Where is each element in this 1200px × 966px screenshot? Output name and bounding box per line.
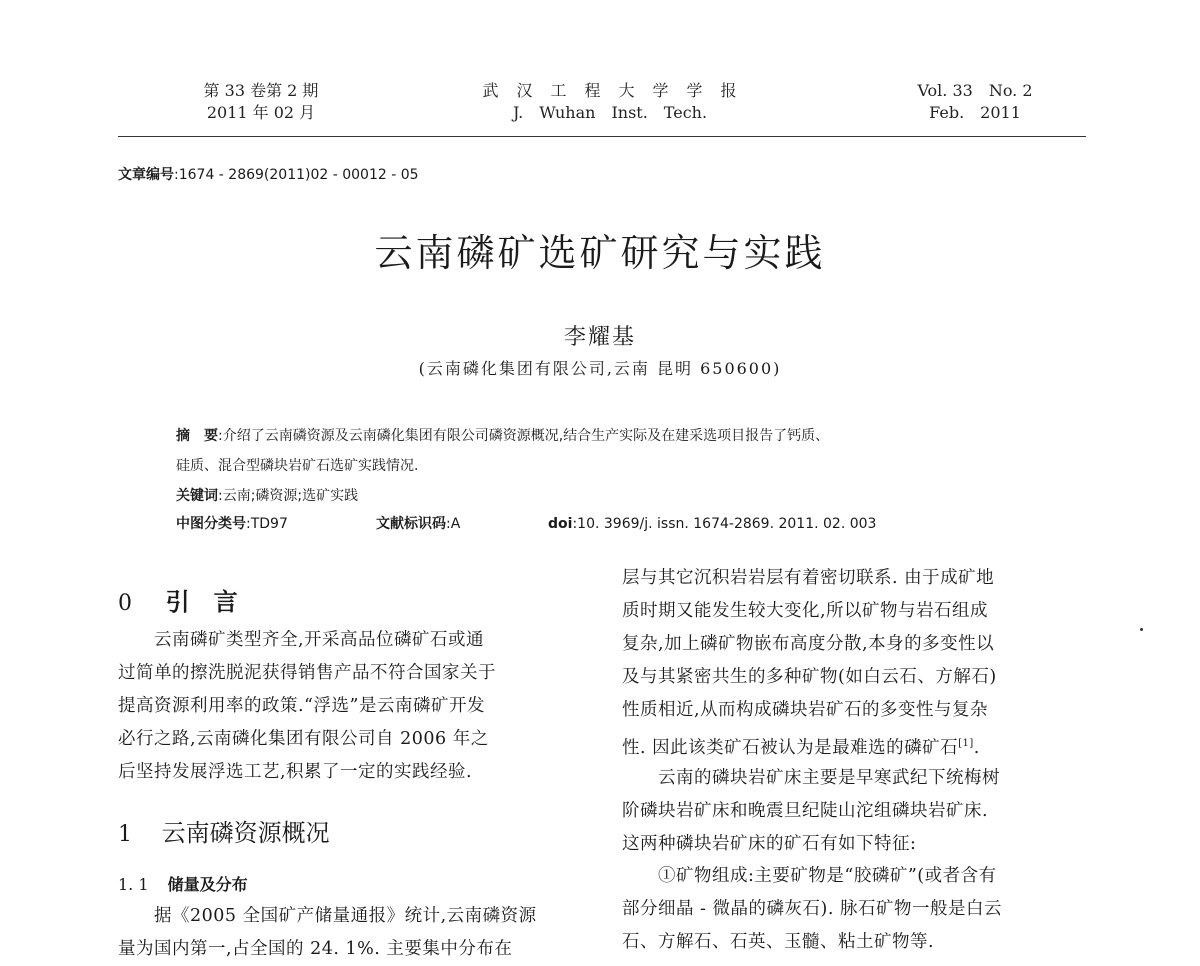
article-number-label: 文章编号	[118, 167, 174, 183]
r1-line-6	[622, 727, 1088, 765]
right-paragraph-3	[622, 860, 1088, 959]
s11-line-2: 量为国内第一,占全国的 24. 1%. 主要集中分布在	[118, 939, 513, 959]
abstract-line2: 硅质、混合型磷块岩矿石选矿实践情况.	[176, 458, 419, 474]
s0-line-5: 后坚持发展浮选工艺,积累了一定的实践经验.	[118, 762, 473, 782]
article-number-value: :1674 - 2869(2011)02 - 00012 - 05	[174, 167, 419, 183]
article-number	[118, 164, 419, 184]
section-0-title: 引 言	[165, 588, 238, 616]
citation-ref[interactable]: [1]	[958, 738, 974, 749]
s11-line-1: 据《2005 全国矿产储量通报》统计,云南磷资源	[118, 906, 537, 926]
section-1-1-paragraph	[118, 900, 588, 966]
section-0-paragraph	[118, 624, 588, 789]
right-paragraph-1	[622, 562, 1088, 765]
header-journal	[440, 80, 780, 124]
r1-line-6-text: 性. 因此该类矿石被认为是最难选的磷矿石	[622, 737, 959, 758]
header-issue-line2: Feb. 2011	[929, 103, 1021, 122]
doc-code-label: 文献标识码	[376, 516, 446, 532]
author-affiliation: (云南磷化集团有限公司,云南 昆明 650600)	[418, 359, 782, 378]
doc-code-value: :A	[446, 516, 461, 532]
doi-value: :10. 3969/j. issn. 1674-2869. 2011. 02. 003	[572, 516, 877, 532]
right-paragraph-2	[622, 762, 1088, 861]
section-0-number: 0	[118, 591, 132, 616]
section-1-1-number: 1. 1	[118, 875, 149, 894]
paper-title: 云南磷矿选矿研究与实践	[374, 231, 826, 275]
r1-line-5: 性质相近,从而构成磷块岩矿石的多变性与复杂	[622, 700, 989, 720]
r1-line-2: 质时期又能发生较大变化,所以矿物与岩石组成	[622, 601, 989, 621]
header-volume-line2: 2011 年 02 月	[206, 103, 316, 122]
doi	[548, 514, 876, 534]
header-issue	[900, 80, 1050, 124]
r1-line-4: 及与其紧密共生的多种矿物(如白云石、方解石)	[622, 667, 997, 687]
section-1-title: 云南磷资源概况	[161, 819, 330, 847]
r2-line-1: 云南的磷块岩矿床主要是早寒武纪下统梅树	[622, 768, 1000, 788]
scan-speck	[1140, 628, 1143, 631]
classification-value: :TD97	[246, 516, 288, 532]
doi-label: doi	[548, 516, 573, 532]
section-1-1-title: 储量及分布	[167, 875, 248, 894]
section-0-heading	[118, 582, 238, 617]
r3-line-1: ①矿物组成:主要矿物是“胶磷矿”(或者含有	[622, 866, 997, 886]
r2-line-2: 阶磷块岩矿床和晚震旦纪陡山沱组磷块岩矿床.	[622, 801, 989, 821]
header-issue-line1: Vol. 33 No. 2	[917, 81, 1033, 100]
section-1-number: 1	[118, 822, 132, 847]
keywords	[176, 486, 358, 506]
keywords-value: :云南;磷资源;选矿实践	[218, 488, 359, 504]
r3-line-3: 石、方解石、石英、玉髓、粘土矿物等.	[622, 932, 935, 952]
classification-row	[176, 514, 288, 534]
header-volume-line1: 第 33 卷第 2 期	[203, 81, 319, 100]
s0-line-4: 必行之路,云南磷化集团有限公司自 2006 年之	[118, 729, 489, 749]
s0-line-1: 云南磷矿类型齐全,开采高品位磷矿石或通	[118, 630, 485, 650]
r2-line-3: 这两种磷块岩矿床的矿石有如下特征:	[622, 834, 917, 854]
abstract-text-1: :介绍了云南磷资源及云南磷化集团有限公司磷资源概况,结合生产实际及在建采选项目报告了钙质、	[218, 428, 830, 444]
header-volume	[196, 80, 326, 124]
s0-line-3: 提高资源利用率的政策.“浮选”是云南磷矿开发	[118, 696, 485, 716]
header-rule	[118, 136, 1086, 137]
header-journal-en: J. Wuhan Inst. Tech.	[512, 103, 708, 122]
author-name: 李耀基	[563, 325, 636, 350]
s0-line-2: 过简单的擦洗脱泥获得销售产品不符合国家关于	[118, 663, 496, 683]
doc-code	[376, 514, 460, 534]
abstract-line1	[176, 426, 829, 446]
r1-line-3: 复杂,加上磷矿物嵌布高度分散,本身的多变性以	[622, 634, 995, 654]
keywords-label: 关键词	[176, 488, 218, 504]
r1-line-6-end: .	[973, 737, 980, 758]
classification-label: 中图分类号	[176, 516, 246, 532]
section-1-1-heading	[118, 872, 248, 895]
r1-line-1: 层与其它沉积岩岩层有着密切联系. 由于成矿地	[622, 568, 995, 588]
abstract-label: 摘 要	[176, 428, 218, 444]
abstract	[176, 426, 829, 476]
section-1-heading	[118, 813, 330, 848]
header-journal-cn: 武 汉 工 程 大 学 学 报	[482, 81, 738, 100]
r3-line-2: 部分细晶 - 微晶的磷灰石). 脉石矿物一般是白云	[622, 899, 1002, 919]
